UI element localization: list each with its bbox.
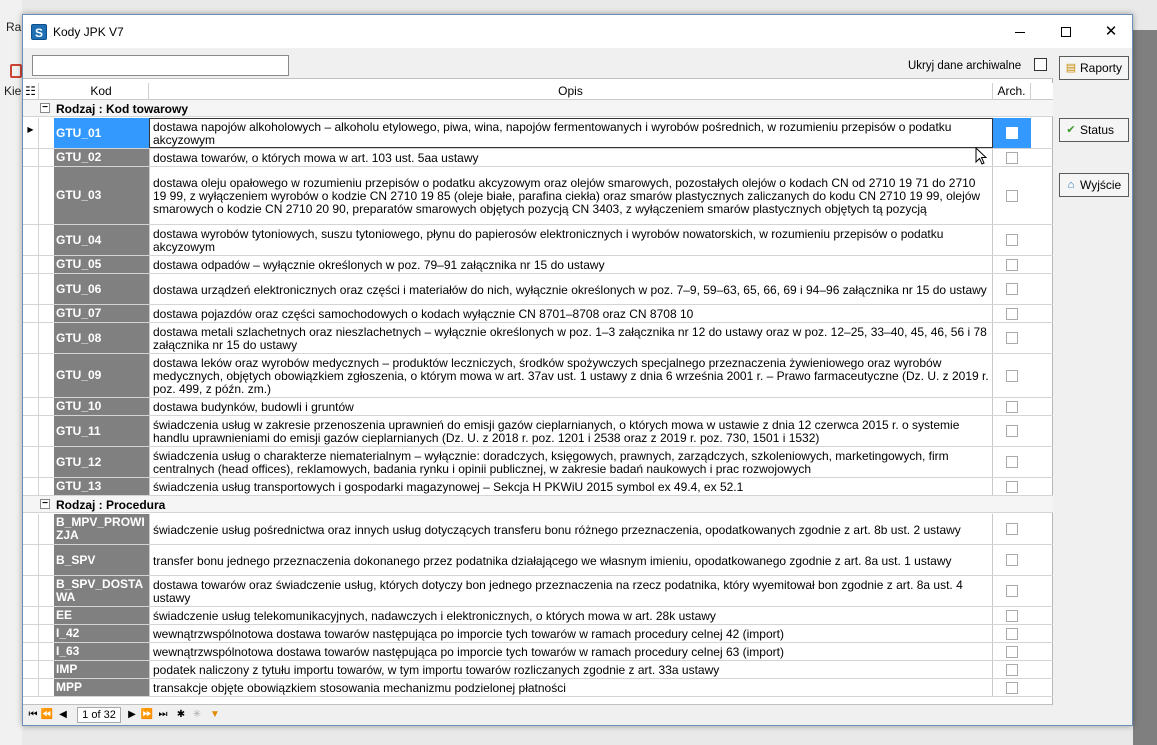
cell-kod[interactable]: GTU_11 bbox=[54, 416, 149, 446]
row-indent bbox=[39, 323, 54, 353]
cell-kod[interactable]: GTU_01 bbox=[54, 118, 149, 148]
cell-kod[interactable]: IMP bbox=[54, 661, 149, 678]
hide-archived-checkbox[interactable] bbox=[1034, 58, 1047, 71]
table-row[interactable] bbox=[23, 643, 1053, 661]
hide-archived-label: Ukryj dane archiwalne bbox=[908, 60, 1022, 72]
cell-arch bbox=[993, 447, 1031, 477]
next-page-icon[interactable]: ⏩ bbox=[140, 709, 154, 720]
row-indicator[interactable] bbox=[23, 354, 39, 397]
row-indicator[interactable] bbox=[23, 398, 39, 415]
row-indent bbox=[39, 576, 54, 606]
cell-arch bbox=[993, 661, 1031, 678]
cell-arch bbox=[993, 478, 1031, 495]
cell-opis[interactable]: dostawa towarów, o których mowa w art. 103 ust. 5aa ustawy bbox=[149, 149, 993, 166]
row-indicator[interactable] bbox=[23, 167, 39, 224]
table-row[interactable] bbox=[23, 274, 1053, 305]
background-app-strip bbox=[0, 0, 22, 745]
cell-arch bbox=[993, 643, 1031, 660]
row-indicator[interactable] bbox=[23, 625, 39, 642]
close-icon: ✕ bbox=[1104, 23, 1118, 40]
table-row[interactable] bbox=[23, 545, 1053, 576]
cell-opis[interactable]: świadczenia usług w zakresie przenoszenia uprawnień do emisji gazów cieplarnianych, o których mowa w ustawie z dnia 12 czerwca 2015 r. o systemie handlu uprawnieniami do emisji gazów cieplarnianych (Dz. U. z 2018 r. poz. 1201 i 2538 oraz z 2019 r. poz. 730, 1501 i 1532) bbox=[149, 416, 993, 446]
row-indent bbox=[39, 167, 54, 224]
maximize-button[interactable] bbox=[1043, 15, 1089, 48]
column-chooser-icon[interactable]: ☷ bbox=[23, 83, 39, 100]
row-indent bbox=[39, 478, 54, 495]
row-indent bbox=[39, 545, 54, 575]
cell-kod[interactable]: GTU_05 bbox=[54, 256, 149, 273]
cell-arch bbox=[993, 225, 1031, 255]
row-indent bbox=[39, 398, 54, 415]
row-indicator[interactable] bbox=[23, 661, 39, 678]
cell-kod[interactable]: GTU_07 bbox=[54, 305, 149, 322]
row-indent bbox=[39, 149, 54, 166]
table-row[interactable] bbox=[23, 661, 1053, 679]
cell-opis[interactable]: dostawa odpadów – wyłącznie określonych w poz. 79–91 załącznika nr 15 do ustawy bbox=[149, 256, 993, 273]
app-logo-icon: S bbox=[31, 24, 47, 40]
minimize-button[interactable] bbox=[997, 15, 1043, 48]
table-row[interactable] bbox=[23, 447, 1053, 478]
archive-checkbox[interactable] bbox=[1006, 127, 1018, 139]
row-indicator[interactable] bbox=[23, 323, 39, 353]
cell-opis[interactable]: dostawa napojów alkoholowych – alkoholu etylowego, piwa, wina, napojów fermentowanych i wyrobów pośrednich, w rozumieniu przepisów o podatku akcyzowym bbox=[149, 118, 993, 148]
horizontal-scrollbar[interactable] bbox=[233, 704, 1053, 725]
desktop-gray-area bbox=[1133, 30, 1157, 745]
next-record-icon[interactable]: ▶ bbox=[128, 709, 136, 720]
cell-opis[interactable]: dostawa wyrobów tytoniowych, suszu tytoniowego, płynu do papierosów elektronicznych i wyrobów nowatorskich, w rozumieniu przepisów o podatku akcyzowym bbox=[149, 225, 993, 255]
background-toolbar-icon bbox=[10, 64, 22, 78]
close-button[interactable] bbox=[1088, 15, 1134, 48]
table-row[interactable] bbox=[23, 305, 1053, 323]
row-indicator[interactable] bbox=[23, 643, 39, 660]
row-indicator[interactable] bbox=[23, 416, 39, 446]
row-indent bbox=[39, 661, 54, 678]
table-row[interactable] bbox=[23, 323, 1053, 354]
row-indent bbox=[39, 274, 54, 304]
record-navigator bbox=[23, 704, 233, 725]
cell-arch bbox=[993, 305, 1031, 322]
row-indicator[interactable] bbox=[23, 149, 39, 166]
cell-arch bbox=[993, 323, 1031, 353]
cell-kod[interactable]: MPP bbox=[54, 679, 149, 696]
cell-arch bbox=[993, 607, 1031, 624]
table-row[interactable] bbox=[23, 167, 1053, 225]
table-row[interactable] bbox=[23, 398, 1053, 416]
cell-opis[interactable]: wewnątrzwspólnotowa dostawa towarów następująca po imporcie tych towarów w ramach procedury celnej 63 (import) bbox=[149, 643, 993, 660]
cell-arch bbox=[993, 545, 1031, 575]
table-row[interactable] bbox=[23, 354, 1053, 398]
archive-checkbox[interactable] bbox=[1006, 401, 1018, 413]
cell-opis[interactable]: świadczenia usług o charakterze niematerialnym – wyłącznie: doradczych, księgowych, prawnych, zarządczych, szkoleniowych, marketingowych, firm centralnych (head offices), reklamowych, badania rynku i opinii publicznej, w zakresie badań naukowych i prac rozwojowych bbox=[149, 447, 993, 477]
archive-checkbox[interactable] bbox=[1006, 523, 1018, 535]
filter-bar bbox=[23, 48, 1053, 79]
row-indent bbox=[39, 643, 54, 660]
cell-opis[interactable]: dostawa budynków, budowli i gruntów bbox=[149, 398, 993, 415]
cell-opis[interactable]: podatek naliczony z tytułu importu towarów, w tym importu towarów rozliczanych zgodnie z art. 33a ustawy bbox=[149, 661, 993, 678]
row-indent bbox=[39, 625, 54, 642]
cell-arch bbox=[993, 398, 1031, 415]
archive-checkbox[interactable] bbox=[1006, 585, 1018, 597]
row-indent bbox=[39, 305, 54, 322]
row-indicator[interactable] bbox=[23, 305, 39, 322]
exit-button[interactable] bbox=[1059, 173, 1129, 197]
cell-kod[interactable]: I_42 bbox=[54, 625, 149, 642]
search-input[interactable] bbox=[32, 55, 289, 76]
table-row[interactable] bbox=[23, 514, 1053, 545]
table-row[interactable] bbox=[23, 256, 1053, 274]
cell-arch bbox=[993, 576, 1031, 606]
archive-checkbox[interactable] bbox=[1006, 628, 1018, 640]
cell-arch bbox=[993, 514, 1031, 544]
cell-opis[interactable]: świadczenie usług telekomunikacyjnych, nadawczych i elektronicznych, o których mowa w art. 28k ustawy bbox=[149, 607, 993, 624]
last-page-icon[interactable]: ⏭ bbox=[158, 709, 168, 720]
cell-opis[interactable]: dostawa towarów oraz świadczenie usług, których dotyczy bon jednego przeznaczenia na rzecz podatnika, który wyemitował bon zgodnie z art. 8a ust. 4 ustawy bbox=[149, 576, 993, 606]
cell-opis[interactable]: transakcje objęte obowiązkiem stosowania mechanizmu podzielonej płatności bbox=[149, 679, 993, 696]
row-indent bbox=[39, 354, 54, 397]
column-header-opis[interactable]: Opis bbox=[149, 83, 993, 100]
cell-opis[interactable]: dostawa leków oraz wyrobów medycznych – produktów leczniczych, środków spożywczych specjalnego przeznaczenia żywieniowego oraz wyrobów medycznych, objętych obowiązkiem zgłoszenia, o którym mowa w art. 37av ust. 1 ustawy z dnia 6 września 2001 r. – Prawo farmaceutyczne (Dz. U. z 2019 r. poz. 499, z późn. zm.) bbox=[149, 354, 993, 397]
archive-checkbox[interactable] bbox=[1006, 610, 1018, 622]
reports-icon: ▤ bbox=[1065, 62, 1077, 74]
collapse-group-icon[interactable]: − bbox=[40, 103, 50, 113]
filter-icon[interactable]: ▼ bbox=[210, 709, 220, 720]
cell-kod[interactable]: GTU_12 bbox=[54, 447, 149, 477]
new-record-disabled-icon: ✳ bbox=[192, 709, 202, 720]
row-indicator[interactable] bbox=[23, 274, 39, 304]
grid-header bbox=[23, 83, 1053, 100]
cell-opis[interactable]: transfer bonu jednego przeznaczenia dokonanego przez podatnika działającego we własnym imieniu, opodatkowanego zgodnie z art. 8a ust. 1 ustawy bbox=[149, 545, 993, 575]
cell-opis[interactable]: wewnątrzwspólnotowa dostawa towarów następująca po imporcie tych towarów w ramach procedury celnej 42 (import) bbox=[149, 625, 993, 642]
archive-checkbox[interactable] bbox=[1006, 425, 1018, 437]
mouse-cursor-icon bbox=[975, 147, 987, 165]
row-indent bbox=[39, 447, 54, 477]
group-header[interactable] bbox=[23, 496, 1053, 513]
reports-button[interactable] bbox=[1059, 56, 1129, 80]
cell-opis[interactable]: dostawa urządzeń elektronicznych oraz części i materiałów do nich, wyłącznie określonych w poz. 7–9, 59–63, 65, 66, 69 i 94–96 załącznika nr 15 do ustawy bbox=[149, 274, 993, 304]
group-label: Rodzaj : Kod towarowy bbox=[56, 102, 188, 116]
archive-checkbox[interactable] bbox=[1006, 234, 1018, 246]
cell-arch bbox=[993, 149, 1031, 166]
cell-opis[interactable]: dostawa pojazdów oraz części samochodowych o kodach wyłącznie CN 8701–8708 oraz CN 8708 10 bbox=[149, 305, 993, 322]
table-row[interactable] bbox=[23, 416, 1053, 447]
cell-kod[interactable]: I_63 bbox=[54, 643, 149, 660]
cell-kod[interactable]: GTU_09 bbox=[54, 354, 149, 397]
cell-kod[interactable]: GTU_13 bbox=[54, 478, 149, 495]
cell-kod[interactable]: GTU_10 bbox=[54, 398, 149, 415]
row-indicator[interactable] bbox=[23, 607, 39, 624]
archive-checkbox[interactable] bbox=[1006, 664, 1018, 676]
cell-opis[interactable]: świadczenia usług transportowych i gospodarki magazynowej – Sekcja H PKWiU 2015 symbol ex 49.4, ex 52.1 bbox=[149, 478, 993, 495]
row-indicator[interactable] bbox=[23, 225, 39, 255]
row-indent bbox=[39, 679, 54, 696]
cell-kod[interactable]: GTU_03 bbox=[54, 167, 149, 224]
row-indent bbox=[39, 416, 54, 446]
cell-kod[interactable]: B_SPV bbox=[54, 545, 149, 575]
cell-kod[interactable]: GTU_06 bbox=[54, 274, 149, 304]
home-icon: ⌂ bbox=[1067, 179, 1075, 191]
new-record-icon[interactable]: ✱ bbox=[176, 709, 186, 720]
row-indicator[interactable] bbox=[23, 256, 39, 273]
cell-kod[interactable]: EE bbox=[54, 607, 149, 624]
cell-arch bbox=[993, 679, 1031, 696]
status-label: Status bbox=[1080, 123, 1115, 137]
status-icon: ✔ bbox=[1066, 124, 1076, 136]
cell-kod[interactable]: B_MPV_PROWIZJA bbox=[54, 514, 149, 544]
cell-arch bbox=[993, 416, 1031, 446]
table-row[interactable] bbox=[23, 625, 1053, 643]
cell-arch bbox=[993, 625, 1031, 642]
column-header-arch[interactable]: Arch. bbox=[993, 83, 1031, 100]
window-title: Kody JPK V7 bbox=[53, 25, 124, 39]
table-row[interactable] bbox=[23, 607, 1053, 625]
row-indicator[interactable] bbox=[23, 679, 39, 696]
codes-grid-panel bbox=[23, 48, 1053, 725]
archive-checkbox[interactable] bbox=[1006, 283, 1018, 295]
archive-checkbox[interactable] bbox=[1006, 190, 1018, 202]
minimize-icon bbox=[1015, 32, 1025, 33]
archive-checkbox[interactable] bbox=[1006, 308, 1018, 320]
cell-arch bbox=[993, 256, 1031, 273]
cell-kod[interactable]: GTU_02 bbox=[54, 149, 149, 166]
prev-record-icon[interactable]: ◀ bbox=[59, 709, 67, 720]
archive-checkbox[interactable] bbox=[1006, 332, 1018, 344]
status-button[interactable] bbox=[1059, 118, 1129, 142]
cell-kod[interactable]: GTU_08 bbox=[54, 323, 149, 353]
first-page-icon[interactable]: ⏮ bbox=[28, 709, 38, 720]
cell-arch bbox=[993, 118, 1031, 148]
table-row[interactable] bbox=[23, 149, 1053, 167]
table-row[interactable] bbox=[23, 118, 1053, 149]
archive-checkbox[interactable] bbox=[1006, 481, 1018, 493]
cell-arch bbox=[993, 167, 1031, 224]
table-row[interactable] bbox=[23, 679, 1053, 697]
row-indicator[interactable] bbox=[23, 447, 39, 477]
row-indicator[interactable] bbox=[23, 545, 39, 575]
row-indent bbox=[39, 256, 54, 273]
prev-page-icon[interactable]: ⏪ bbox=[40, 709, 54, 720]
row-indicator[interactable] bbox=[23, 576, 39, 606]
group-label: Rodzaj : Procedura bbox=[56, 498, 166, 512]
archive-checkbox[interactable] bbox=[1006, 259, 1018, 271]
archive-checkbox[interactable] bbox=[1006, 456, 1018, 468]
row-indent bbox=[39, 607, 54, 624]
table-row[interactable] bbox=[23, 225, 1053, 256]
cell-kod[interactable]: B_SPV_DOSTAWA bbox=[54, 576, 149, 606]
column-header-kod[interactable]: Kod bbox=[54, 83, 149, 100]
row-indicator[interactable] bbox=[23, 514, 39, 544]
reports-label: Raporty bbox=[1080, 61, 1123, 75]
jpk-codes-window bbox=[22, 14, 1133, 726]
background-app-title: Ra bbox=[6, 20, 22, 34]
background-toolbar-label: Kie bbox=[4, 84, 22, 98]
title-bar[interactable] bbox=[23, 15, 1132, 48]
archive-checkbox[interactable] bbox=[1006, 646, 1018, 658]
archive-checkbox[interactable] bbox=[1006, 554, 1018, 566]
cell-opis[interactable]: świadczenie usług pośrednictwa oraz innych usług dotyczących transferu bonu różnego przeznaczenia, opodatkowanych zgodnie z art. 8b ust. 2 ustawy bbox=[149, 514, 993, 544]
current-row-indicator-icon[interactable]: ▶ bbox=[23, 118, 39, 148]
archive-checkbox[interactable] bbox=[1006, 152, 1018, 164]
page-indicator[interactable]: 1 of 32 bbox=[77, 707, 121, 723]
row-indent bbox=[39, 118, 54, 148]
row-indicator[interactable] bbox=[23, 478, 39, 495]
exit-label: Wyjście bbox=[1080, 178, 1122, 192]
cell-opis[interactable]: dostawa metali szlachetnych oraz nieszlachetnych – wyłącznie określonych w poz. 1–3 załącznika nr 12 do ustawy oraz w poz. 12–25, 33–40, 45, 46, 56 i 78 załącznika nr 15 do ustawy bbox=[149, 323, 993, 353]
table-row[interactable] bbox=[23, 576, 1053, 607]
row-indent bbox=[39, 514, 54, 544]
collapse-group-icon[interactable]: − bbox=[40, 499, 50, 509]
cell-arch bbox=[993, 274, 1031, 304]
cell-kod[interactable]: GTU_04 bbox=[54, 225, 149, 255]
cell-arch bbox=[993, 354, 1031, 397]
table-row[interactable] bbox=[23, 478, 1053, 496]
maximize-icon bbox=[1061, 27, 1071, 37]
row-indent bbox=[39, 225, 54, 255]
grid-rows bbox=[23, 100, 1053, 725]
cell-opis[interactable]: dostawa oleju opałowego w rozumieniu przepisów o podatku akcyzowym oraz olejów smarowych, pozostałych olejów o kodach CN od 2710 19 71 do 2710 19 99, z wyłączeniem wyrobów o kodzie CN 2710 19 85 (oleje białe, parafina ciekła) oraz smarów plastycznych zaliczanych do kodu CN 2710 19 99, olejów smarowych o kodzie CN 2710 20 90, preparatów smarowych objętych pozycją CN 3403, z wyłączeniem smarów plastycznych objętych tą pozycją bbox=[149, 167, 993, 224]
archive-checkbox[interactable] bbox=[1006, 682, 1018, 694]
group-header[interactable] bbox=[23, 100, 1053, 117]
archive-checkbox[interactable] bbox=[1006, 370, 1018, 382]
